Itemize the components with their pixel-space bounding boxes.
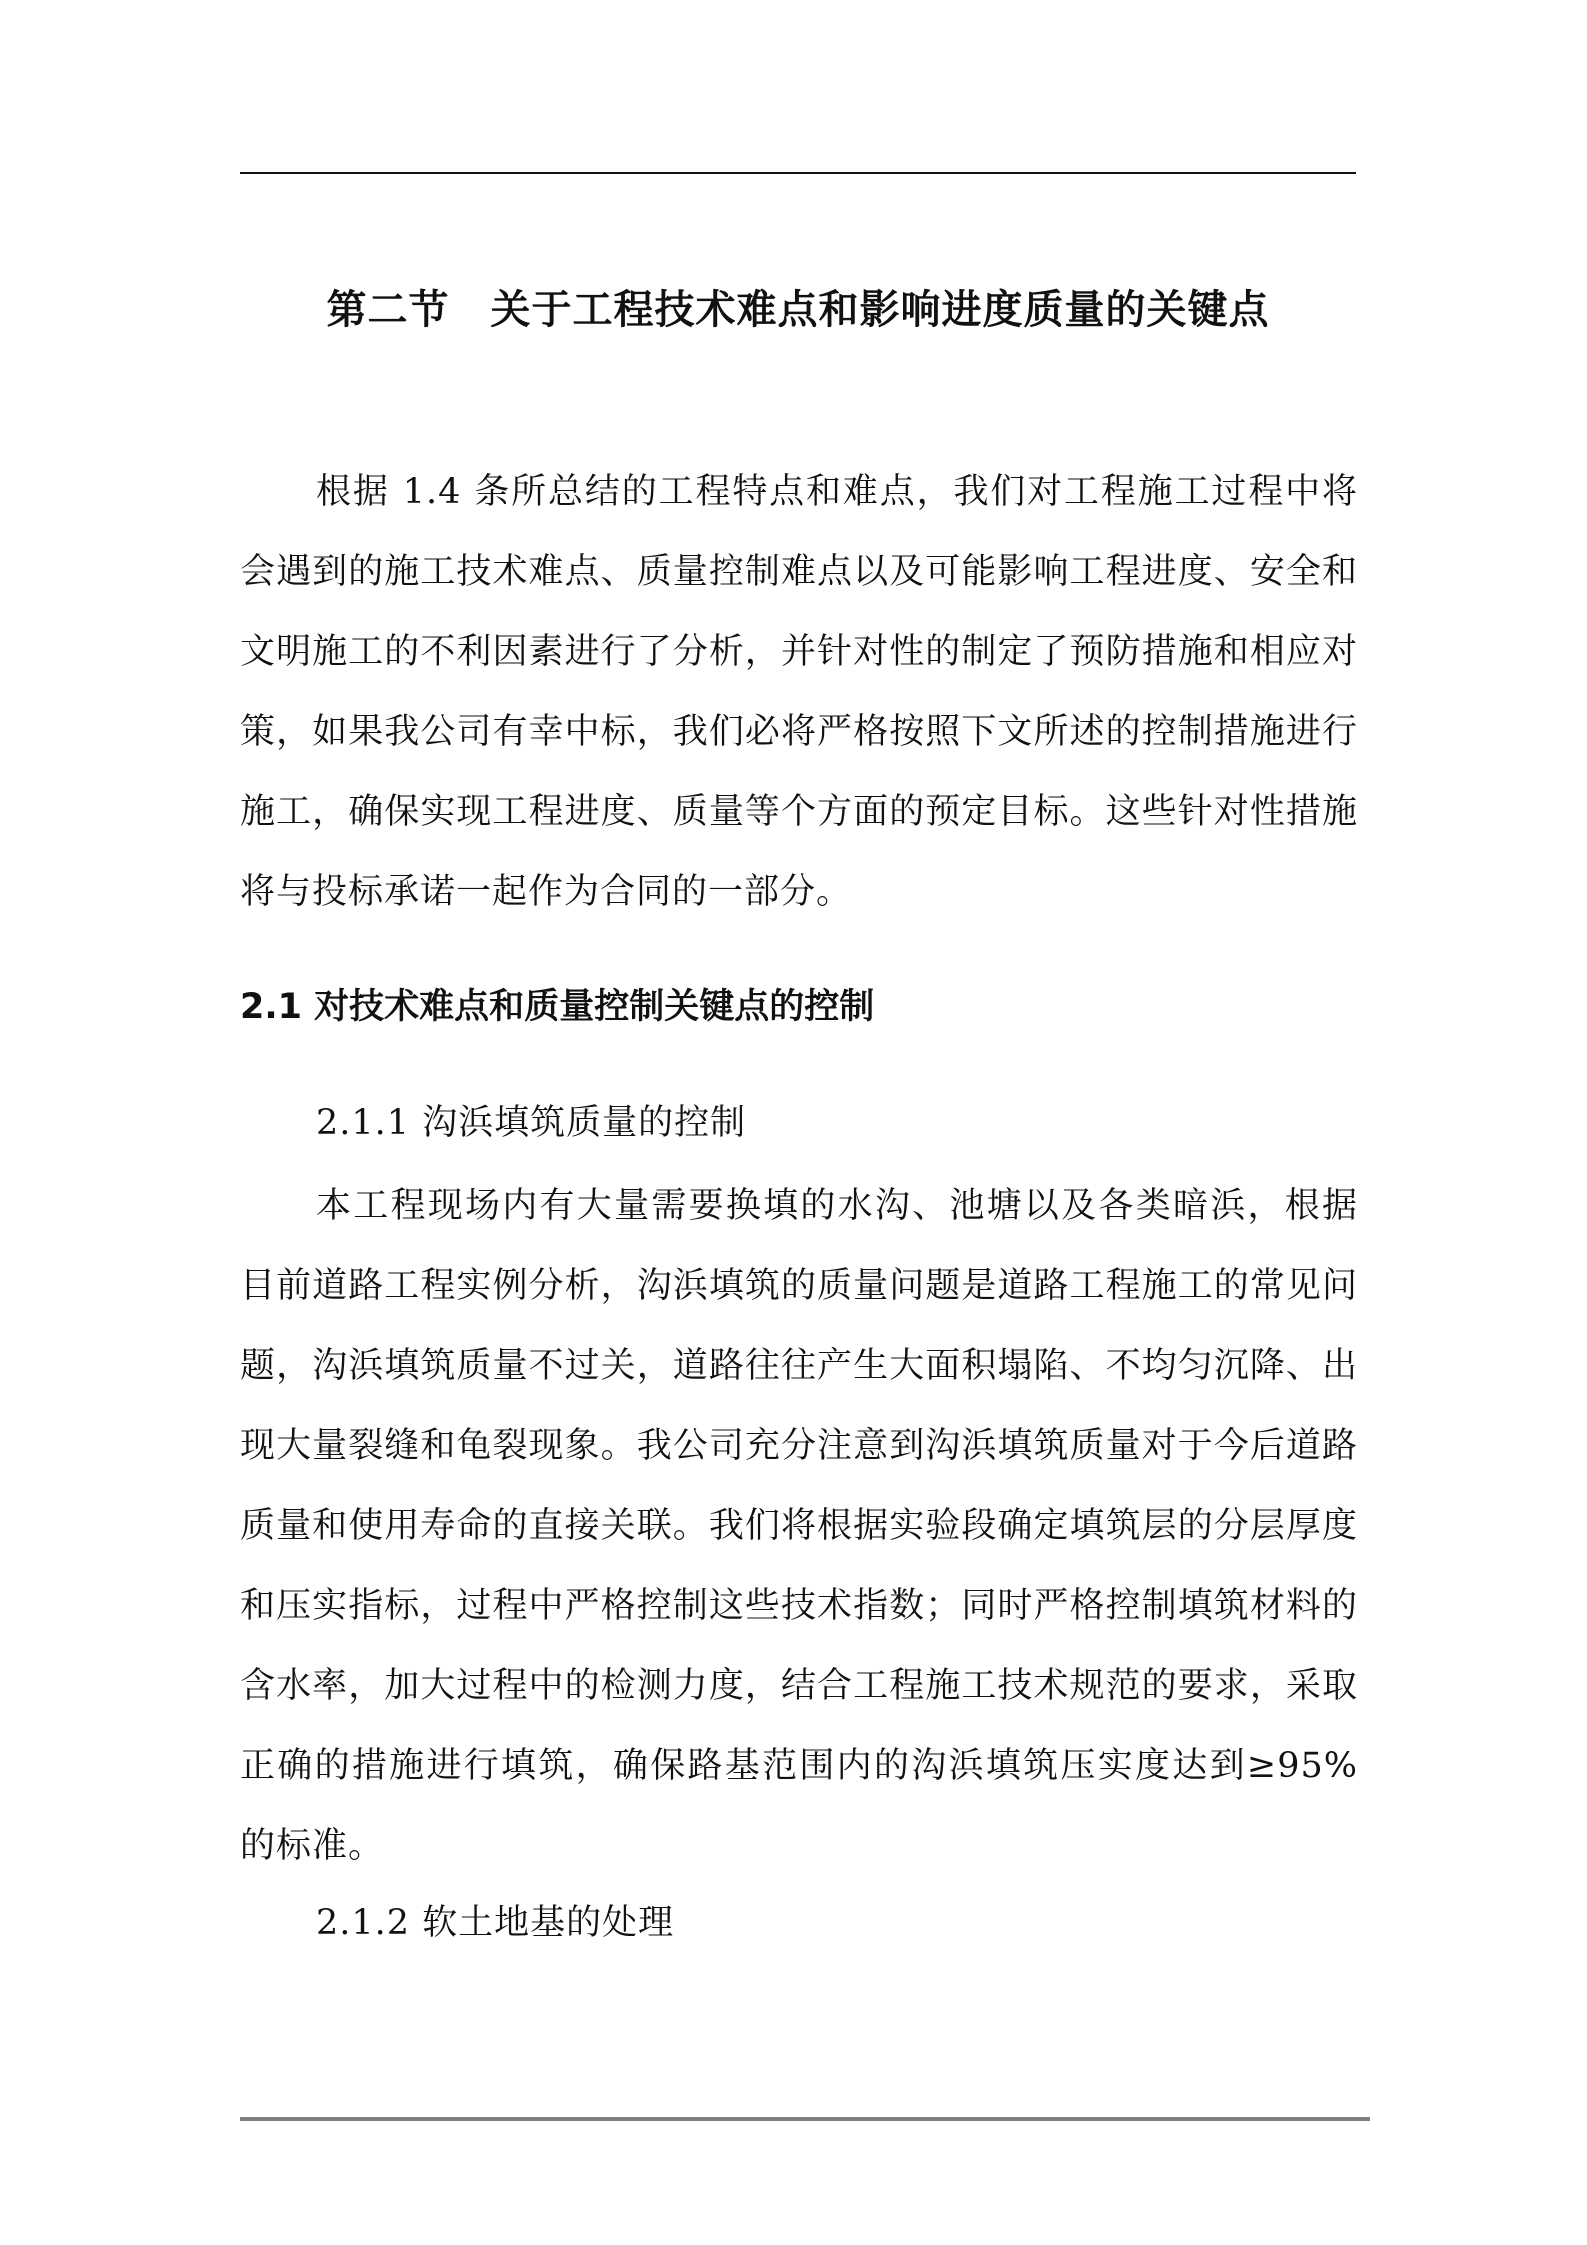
item-heading-2-1-1: 2.1.1 沟浜填筑质量的控制 — [316, 1103, 747, 1143]
header-rule — [240, 172, 1356, 174]
footer-rule — [240, 2117, 1370, 2121]
subsection-heading-2-1: 2.1 对技术难点和质量控制关键点的控制 — [240, 987, 875, 1027]
section-title: 第二节 关于工程技术难点和影响进度质量的关键点 — [326, 287, 1270, 333]
intro-paragraph: 根据 1.4 条所总结的工程特点和难点，我们对工程施工过程中将会遇到的施工技术难点、质量控制难点以及可能影响工程进度、安全和文明施工的不利因素进行了分析，并针对性的制定了预防措施和相应对策，如果我公司有幸中标，我们必将严格按照下文所述的控制措施进行施工，确保实现工程进度、质量等个方面的预定目标。这些针对性措施将与投标承诺一起作为合同的一部分。 — [240, 472, 1358, 912]
item-paragraph-2-1-1: 本工程现场内有大量需要换填的水沟、池塘以及各类暗浜，根据目前道路工程实例分析，沟浜填筑的质量问题是道路工程施工的常见问题，沟浜填筑质量不过关，道路往往产生大面积塌陷、不均匀沉降、出现大量裂缝和龟裂现象。我公司充分注意到沟浜填筑质量对于今后道路质量和使用寿命的直接关联。我们将根据实验段确定填筑层的分层厚度和压实指标，过程中严格控制这些技术指数；同时严格控制填筑材料的含水率，加大过程中的检测力度，结合工程施工技术规范的要求，采取正确的措施进行填筑，确保路基范围内的沟浜填筑压实度达到≥95%的标准。 — [240, 1186, 1358, 1866]
item-heading-2-1-2: 2.1.2 软土地基的处理 — [316, 1903, 675, 1943]
